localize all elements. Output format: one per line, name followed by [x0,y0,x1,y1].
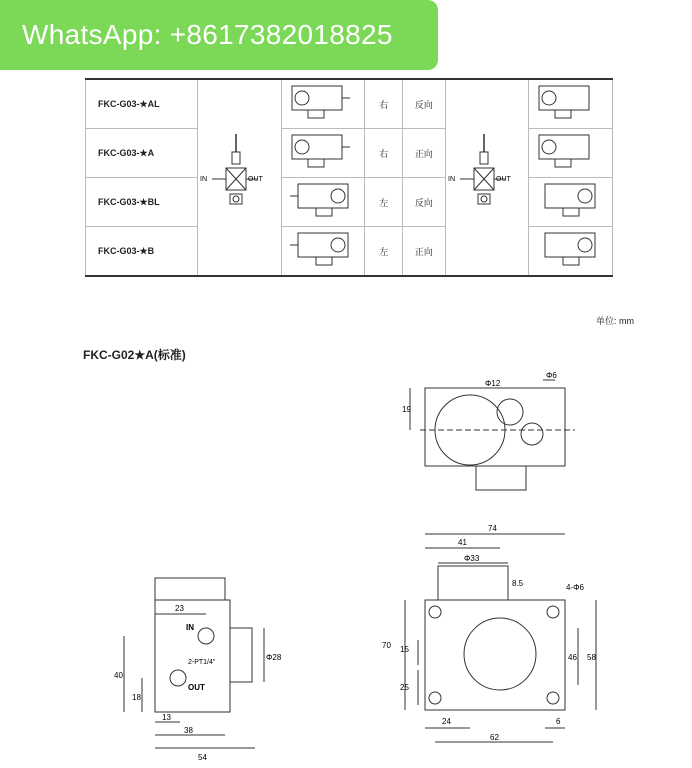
dim-13: 13 [162,713,171,722]
dim-54: 54 [198,753,207,762]
dim-40: 40 [114,671,123,680]
actuator-diagram [529,178,613,227]
direction-cell: 正向 [403,129,445,178]
side-view-port-out [170,670,186,686]
dim-38: 38 [184,726,193,735]
dim-25: 25 [400,683,409,692]
actuator-diagram [281,79,365,129]
dim-19: 19 [402,405,411,414]
dim-6: 6 [556,717,561,726]
side-cell: 右 [365,129,403,178]
dim-phi12: Φ12 [485,379,501,388]
table-row [86,227,613,277]
dim-15: 15 [400,645,409,654]
side-cell: 右 [365,79,403,129]
actuator-diagram [529,129,613,178]
side-cell: 左 [365,178,403,227]
front-view-top [438,566,508,600]
valve-symbol-right [445,79,529,276]
top-view-body [425,388,565,466]
table-row [86,79,613,129]
top-view-stem [476,466,526,490]
mount-hole [429,606,441,618]
side-view-top [155,578,225,600]
dim-phi28: Φ28 [266,653,282,662]
top-view-port-b [521,423,543,445]
dim-4phi6: 4-Φ6 [566,583,584,592]
symbol-out-label: OUT [495,175,511,183]
label-in: IN [186,623,194,632]
dim-74: 74 [488,524,497,533]
direction-cell: 正向 [403,227,445,277]
model-cell: FKC-G03-★BL [86,178,198,227]
dim-58: 58 [587,653,596,662]
side-view-body [155,600,230,712]
side-cell: 左 [365,227,403,277]
unit-label: 单位: mm [596,316,634,326]
model-cell: FKC-G03-★B [86,227,198,277]
dim-41: 41 [458,538,467,547]
mount-hole [547,606,559,618]
dim-24: 24 [442,717,451,726]
actuator-diagram [529,79,613,129]
dim-8-5: 8.5 [512,579,524,588]
table-row [86,178,613,227]
whatsapp-banner [0,0,438,70]
mount-hole [429,692,441,704]
dim-phi6: Φ6 [546,371,557,380]
model-cell: FKC-G03-★AL [86,79,198,129]
whatsapp-contact-text: WhatsApp: +8617382018825 [22,19,393,50]
front-view-body [425,600,565,710]
symbol-in-label: IN [199,175,207,183]
side-view-shaft [230,628,252,682]
dim-18: 18 [132,693,141,702]
top-view-port-a [497,399,523,425]
dim-62: 62 [490,733,499,742]
actuator-diagram [281,227,365,277]
actuator-diagram [281,129,365,178]
top-view-bore [435,395,505,465]
direction-cell: 反向 [403,178,445,227]
actuator-diagram [529,227,613,277]
symbol-out-label: OUT [247,175,263,183]
drawing-title: FKC-G02★A(标准) [83,348,186,362]
dim-46: 46 [568,653,577,662]
label-out: OUT [188,683,205,692]
mount-hole [547,692,559,704]
valve-symbol-left [197,79,281,276]
model-cell: FKC-G03-★A [86,129,198,178]
symbol-in-label: IN [447,175,455,183]
actuator-diagram [281,178,365,227]
label-port: 2-PT1/4" [188,659,216,666]
side-view-port-in [198,628,214,644]
dim-70: 70 [382,641,391,650]
dim-23: 23 [175,604,184,613]
table-row [86,129,613,178]
direction-cell: 反向 [403,79,445,129]
model-spec-table [85,78,613,277]
dim-phi33: Φ33 [464,554,480,563]
front-view-bore [464,618,536,690]
